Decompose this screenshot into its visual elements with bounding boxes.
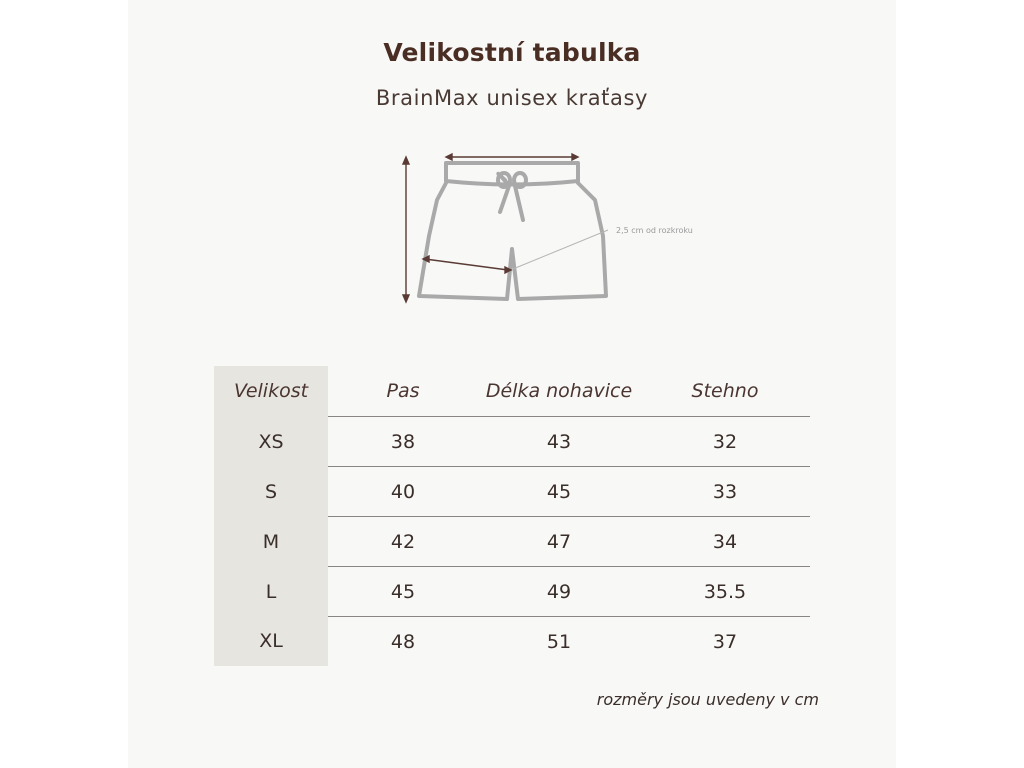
table-header-row <box>214 366 810 417</box>
size-cell: S <box>214 467 328 517</box>
shorts-measurement-diagram <box>128 0 896 360</box>
column-header-waist: Pas <box>328 366 478 417</box>
table-row <box>214 467 810 517</box>
thigh-cell: 37 <box>712 630 738 653</box>
leg-length-cell: 47 <box>478 517 640 567</box>
thigh-cell: 34 <box>640 517 810 567</box>
size-cell: M <box>214 517 328 567</box>
column-header-thigh: Stehno <box>640 366 810 417</box>
thigh-arrow-icon <box>423 256 511 273</box>
size-cell: XS <box>214 417 328 467</box>
table-row <box>214 517 810 567</box>
units-footnote: rozměry jsou uvedeny v cm <box>596 690 819 709</box>
note-pointer-line <box>513 230 608 269</box>
table-row <box>214 417 810 467</box>
leg-length-cell: 51 <box>546 630 572 653</box>
table-row <box>214 567 810 617</box>
leg-length-cell: 45 <box>478 467 640 517</box>
page-subtitle: BrainMax unisex kraťasy <box>375 86 649 110</box>
waist-cell: 40 <box>328 467 478 517</box>
size-chart-page <box>128 0 896 768</box>
column-header-size: Velikost <box>214 366 328 417</box>
thigh-cell: 32 <box>640 417 810 467</box>
thigh-note-label: 2,5 cm od rozkroku <box>616 226 693 235</box>
size-cell: XL <box>214 617 328 667</box>
shorts-outline-icon <box>419 163 606 299</box>
waist-cell: 48 <box>390 630 416 653</box>
waist-arrow-icon <box>446 154 578 160</box>
leg-length-cell: 43 <box>478 417 640 467</box>
size-table <box>214 366 810 666</box>
leg-length-cell: 49 <box>478 567 640 617</box>
waist-cell: 38 <box>328 417 478 467</box>
size-cell: L <box>214 567 328 617</box>
column-header-leg-length: Délka nohavice <box>478 366 640 417</box>
waist-cell: 45 <box>328 567 478 617</box>
table-row <box>214 617 810 667</box>
thigh-cell: 33 <box>640 467 810 517</box>
page-title: Velikostní tabulka <box>383 38 641 67</box>
length-arrow-icon <box>403 157 409 302</box>
thigh-cell: 35.5 <box>640 567 810 617</box>
waist-cell: 42 <box>328 517 478 567</box>
